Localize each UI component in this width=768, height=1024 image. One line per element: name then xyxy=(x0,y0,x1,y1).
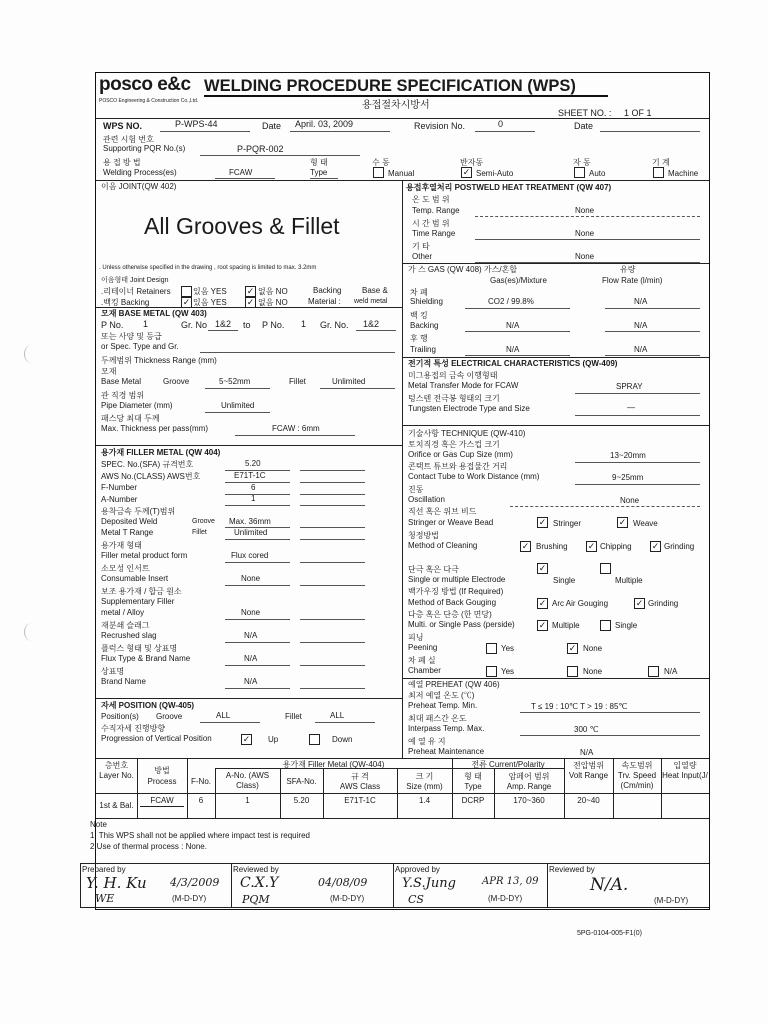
anumber-value: 1 xyxy=(251,494,256,503)
chamber-none-checkbox[interactable] xyxy=(567,666,578,677)
form-code: 5PG-0104-005-F1(0) xyxy=(577,930,642,937)
chamber-label: Chamber xyxy=(408,666,441,675)
backing-no-checkbox[interactable]: ✓ xyxy=(246,297,255,307)
retainers-yes-checkbox[interactable] xyxy=(181,286,192,297)
vertical-kr: 수직자세 진행방향 xyxy=(101,724,166,733)
col-trv: Trv. Speed (Cm/min) xyxy=(617,771,657,790)
machine-label: Machine xyxy=(668,169,699,178)
stringer-checkbox[interactable]: ✓ xyxy=(538,517,547,527)
pwht-temp-label: Temp. Range xyxy=(412,206,460,215)
retainers-yes: 있음 YES xyxy=(193,287,227,296)
deposit-fillet-value: Unlimited xyxy=(234,528,268,537)
pwht-time-value: None xyxy=(575,229,595,238)
date2-label: Date xyxy=(574,121,594,131)
spec-kr: 또는 사양 및 등급 xyxy=(101,332,162,341)
stringer-label: Stringer xyxy=(553,519,582,528)
bg-label: Method of Back Gouging xyxy=(408,598,497,607)
auto-label: Auto xyxy=(589,169,606,178)
chamber-na-checkbox[interactable] xyxy=(648,666,659,677)
pwht-other-value: None xyxy=(575,252,595,261)
pqr-label: Supporting PQR No.(s) xyxy=(103,144,186,153)
deposit-groove-value: Max. 36mm xyxy=(229,517,271,526)
manual-kr: 수 동 xyxy=(372,158,390,167)
trail-kr: 후 행 xyxy=(410,334,428,343)
multiple-pass-label: Multiple xyxy=(552,621,580,630)
thickness-label: 두께범위 Thickness Range (mm) xyxy=(101,356,217,365)
backing-yes-checkbox[interactable]: ✓ xyxy=(182,297,191,307)
single-pass-checkbox[interactable] xyxy=(600,620,611,631)
process-kr: 용 접 방 법 xyxy=(103,158,141,167)
filler-spec-value: 5.20 xyxy=(245,459,261,468)
pwht-other-label: Other xyxy=(412,252,433,261)
osc-value: None xyxy=(620,496,640,505)
gas-flow-kr: 유량 xyxy=(620,265,636,274)
peening-none-checkbox[interactable]: ✓ xyxy=(568,643,577,653)
chipping-label: Chipping xyxy=(600,542,632,551)
brand-value: N/A xyxy=(244,677,258,686)
grinding-checkbox[interactable]: ✓ xyxy=(651,541,660,551)
orifice-value: 13~20mm xyxy=(610,451,646,460)
col-amp-kr: 암페어 범위 xyxy=(508,772,550,781)
col-ano: A-No. (AWS Class) xyxy=(225,771,270,790)
document-title-kr: 용접절차시방서 xyxy=(362,100,430,111)
trail-label: Trailing xyxy=(410,345,436,354)
spec-label: or Spec. Type and Gr. xyxy=(101,342,179,351)
osc-kr: 진동 xyxy=(408,485,424,494)
material-value: weld metal xyxy=(354,298,388,305)
pno2-label: P No. xyxy=(262,320,285,330)
gas-label: 가 스 GAS (QW 408) 가스/혼합 xyxy=(408,265,518,274)
form-value: Flux cored xyxy=(231,551,269,560)
pqr-kr: 관련 시험 번호 xyxy=(103,135,154,144)
prepared-mdy: (M-D-DY) xyxy=(172,894,207,903)
backing-yes: 있음 YES xyxy=(193,298,227,307)
grno2-value: 1&2 xyxy=(363,319,380,329)
position-fillet-value: ALL xyxy=(330,711,345,720)
chipping-checkbox[interactable]: ✓ xyxy=(587,541,596,551)
trail-value: N/A xyxy=(506,345,520,354)
cell-spec: E71T-1C xyxy=(344,796,376,805)
cell-amp: 170~360 xyxy=(513,796,545,805)
osc-label: Oscillation xyxy=(408,495,445,504)
supp-label-2: metal / Alloy xyxy=(101,608,145,617)
anumber-label: A-Number xyxy=(101,495,138,504)
reviewed-mdy: (M-D-DY) xyxy=(330,894,365,903)
flux-value: N/A xyxy=(244,654,258,663)
pwht-other-kr: 기 타 xyxy=(412,242,430,251)
mt-value: SPRAY xyxy=(616,382,643,391)
pipe-kr: 관 직경 범위 xyxy=(101,391,145,400)
col-spec: AWS Class xyxy=(339,782,381,791)
shield-kr: 차 폐 xyxy=(410,288,428,297)
prepared-signature: Y. H. Ku xyxy=(86,874,147,892)
peening-none-label: None xyxy=(583,644,603,653)
pno-value: 1 xyxy=(143,319,149,329)
brushing-checkbox[interactable]: ✓ xyxy=(521,541,530,551)
se-single-label: Single xyxy=(553,576,576,585)
backing-row-label: .백킹 Backing xyxy=(101,298,150,307)
brand-kr: 상표명 xyxy=(101,667,125,676)
prepared-label: Prepared by xyxy=(82,865,126,874)
se-label: Single or multiple Electrode xyxy=(408,575,506,584)
col-process: Process xyxy=(147,777,177,786)
prepared-date: 4/3/2009 xyxy=(170,876,220,889)
interpass-kr: 최대 패스간 온도 xyxy=(408,714,467,723)
position-groove-label: Groove xyxy=(156,712,183,721)
chamber-none-label: None xyxy=(583,667,603,676)
supp-label: Supplementary Filler xyxy=(101,597,175,606)
backing-label: Backing xyxy=(313,286,342,295)
se-multiple-label: Multiple xyxy=(615,576,643,585)
fillet-value: Unlimited xyxy=(332,377,366,386)
mt-kr: 미그용접의 금속 이행형태 xyxy=(408,371,498,380)
flux-label: Flux Type & Brand Name xyxy=(101,654,191,663)
reviewed-date: 04/08/09 xyxy=(318,876,368,889)
auto-checkbox[interactable] xyxy=(574,167,585,178)
pwht-temp-kr: 온 도 범 위 xyxy=(412,195,450,204)
cell-fno: 6 xyxy=(198,796,204,805)
position-groove-value: ALL xyxy=(216,711,231,720)
orifice-label: Orifice or Gas Cup Size (mm) xyxy=(408,450,513,459)
brand-label: Brand Name xyxy=(101,677,146,686)
revision-value: 0 xyxy=(498,119,504,129)
cell-ano: 1 xyxy=(245,796,250,805)
pass-kr: 패스당 최대 두께 xyxy=(101,414,160,423)
cell-size: 1.4 xyxy=(418,796,431,805)
filler-aws-label: AWS No.(CLASS) AWS번호 xyxy=(101,472,201,481)
col-type-kr: 형 태 xyxy=(464,772,482,781)
chamber-kr: 차 폐 실 xyxy=(408,656,436,665)
revision-label: Revision No. xyxy=(414,121,466,131)
company-logo-sub: POSCO Engineering & Construction Co.,Ltd. xyxy=(99,98,199,104)
backing-value: Base & xyxy=(362,286,388,295)
note-1: 1. This WPS shall not be applied where impact test is required xyxy=(90,831,310,840)
se-kr: 단극 혹은 다극 xyxy=(408,565,459,574)
position-fillet-label: Fillet xyxy=(285,712,302,721)
groove-value: 5~52mm xyxy=(219,377,251,386)
tung-value: — xyxy=(627,403,635,412)
note-2: 2.Use of thermal process : None. xyxy=(90,842,207,851)
form-kr: 용가재 형태 xyxy=(101,541,142,550)
deposit-kr: 용착금속 두께(T)범위 xyxy=(101,507,176,516)
slag-kr: 재분쇄 슬래그 xyxy=(101,621,150,630)
reviewed-role: PQM xyxy=(242,893,270,906)
type-kr: 형 태 xyxy=(310,158,328,167)
maint-label: Preheat Maintenance xyxy=(408,747,485,756)
col-current-group: 전류 Current/Polarity xyxy=(471,760,545,769)
col-amp: Amp. Range xyxy=(506,782,552,791)
reviewed2-signature: N/A. xyxy=(590,875,629,895)
sheet-label: SHEET NO. : xyxy=(558,108,612,118)
joints-text: All Grooves & Fillet xyxy=(144,213,340,239)
col-filler-group: 용가재 Filler Metal (QW-404) xyxy=(282,760,385,769)
col-spec-kr: 규 격 xyxy=(351,772,369,781)
fnumber-value: 6 xyxy=(251,483,256,492)
gas-back-value: N/A xyxy=(506,321,520,330)
slag-value: N/A xyxy=(244,631,258,640)
se2-kr: 백가우징 방법 (If Required) xyxy=(408,587,504,596)
pno-label: P No. xyxy=(101,320,124,330)
col-layer: Layer No. xyxy=(99,771,134,780)
electrode-single-checkbox[interactable]: ✓ xyxy=(538,563,547,573)
interpass-label: Interpass Temp. Max. xyxy=(408,724,485,733)
pqr-value: P-PQR-002 xyxy=(237,144,284,154)
shield-value: CO2 / 99.8% xyxy=(488,297,534,306)
technique-label: 기술사항 TECHNIQUE (QW-410) xyxy=(408,429,526,438)
col-sfa: SFA-No. xyxy=(286,777,317,786)
col-type: Type xyxy=(464,782,482,791)
gas-mix-label: Gas(es)/Mixture xyxy=(490,276,547,285)
chamber-na-label: N/A xyxy=(664,667,678,676)
cell-process: FCAW xyxy=(150,796,174,805)
peen-kr: 피닝 xyxy=(408,633,424,642)
peen-label: Peening xyxy=(408,643,438,652)
approved-mdy: (M-D-DY) xyxy=(488,894,523,903)
arc-air-checkbox[interactable]: ✓ xyxy=(538,598,547,608)
ctwd-label: Contact Tube to Work Distance (mm) xyxy=(408,472,540,481)
col-layer-kr: 층번호 xyxy=(104,761,129,770)
base-metal-label: 모재 BASE METAL (QW 403) xyxy=(101,309,207,318)
clean-kr: 청정방법 xyxy=(408,531,439,540)
machine-checkbox[interactable] xyxy=(653,167,664,178)
col-trv-kr: 속도범위 xyxy=(621,761,653,770)
maint-value: N/A xyxy=(580,748,594,757)
manual-label: Manual xyxy=(388,169,415,178)
preheat-min-kr: 최저 예열 온도 (℃) xyxy=(408,691,475,700)
deposit-fillet-label: Fillet xyxy=(192,529,207,536)
semi-auto-label: Semi-Auto xyxy=(476,169,514,178)
backing-no: 없음 NO xyxy=(258,298,288,307)
arc-air-label: Arc Air Gouging xyxy=(552,599,609,608)
peening-yes-checkbox[interactable] xyxy=(486,643,497,654)
auto-kr: 자 동 xyxy=(573,158,591,167)
maint-kr: 예 열 유 지 xyxy=(408,737,446,746)
deposit-range-label: Metal T Range xyxy=(101,528,154,537)
groove-label: Groove xyxy=(163,377,190,386)
single-pass-label: Single xyxy=(615,621,638,630)
position-pos-label: Position(s) xyxy=(101,712,139,721)
weave-checkbox[interactable]: ✓ xyxy=(618,517,627,527)
reviewed-signature: C.X.Y xyxy=(240,875,279,891)
pipe-label: Pipe Diameter (mm) xyxy=(101,401,173,410)
mt-label: Metal Transfer Mode for FCAW xyxy=(408,381,519,390)
sheet-value: 1 OF 1 xyxy=(624,108,652,118)
deposit-label: Deposited Weld xyxy=(101,517,158,526)
slag-label: Recrushed slag xyxy=(101,631,157,640)
semi-auto-checkbox[interactable]: ✓ xyxy=(462,167,471,177)
preheat-min-value: T ≤ 19 : 10℃ T > 19 : 85℃ xyxy=(531,702,628,711)
shield-label: Shielding xyxy=(410,297,443,306)
gas-flow-label: Flow Rate (l/min) xyxy=(602,276,663,285)
joint-design: 이음형태 Joint Design xyxy=(101,277,169,284)
peening-yes-label: Yes xyxy=(501,644,515,653)
punch-hole xyxy=(24,345,39,363)
manual-checkbox[interactable] xyxy=(373,167,384,178)
deposit-groove-label: Groove xyxy=(192,518,215,525)
approved-label: Approved by xyxy=(395,865,440,874)
down-label: Down xyxy=(332,735,353,744)
tung-kr: 텅스텐 전극봉 형태의 크기 xyxy=(408,394,500,403)
approved-role: CS xyxy=(408,893,424,906)
down-checkbox[interactable] xyxy=(309,734,320,745)
pno2-value: 1 xyxy=(301,319,307,329)
fillet-label: Fillet xyxy=(289,377,306,386)
pwht-time-label: Time Range xyxy=(412,229,456,238)
col-size: Size (mm) xyxy=(406,782,443,791)
bg-grinding-label: Grinding xyxy=(648,599,679,608)
up-checkbox[interactable]: ✓ xyxy=(242,734,251,744)
wps-no-label: WPS NO. xyxy=(103,121,143,131)
basemetal-label: Base Metal xyxy=(101,377,142,386)
preheat-label: 예열 PREHEAT (QW 406) xyxy=(408,680,500,689)
gas-back-kr: 백 킹 xyxy=(410,311,428,320)
machine-kr: 기 계 xyxy=(652,158,670,167)
mp-kr: 다층 혹은 단층 (한 면당) xyxy=(408,610,492,619)
filler-aws-value: E71T-1C xyxy=(234,471,266,480)
pwht-time-kr: 시 간 범 위 xyxy=(412,219,450,228)
grno-value: 1&2 xyxy=(215,319,232,329)
column-divider xyxy=(402,180,403,698)
pass-label: Max. Thickness per pass(mm) xyxy=(101,424,208,433)
cell-sfa: 5.20 xyxy=(293,796,310,805)
col-heat: Heat Input(J/ xyxy=(662,771,708,780)
reviewed2-mdy: (M-D-DY) xyxy=(654,896,689,905)
brushing-label: Brushing xyxy=(536,542,568,551)
grno-label: Gr. No xyxy=(181,320,208,330)
retainers-no: 없음 NO xyxy=(258,287,288,296)
position-label: 자세 POSITION (QW-405) xyxy=(101,701,195,710)
approved-date: APR 13, 09 xyxy=(482,876,539,887)
material-label: Material : xyxy=(308,297,341,306)
col-fno: F-No. xyxy=(191,777,211,786)
col-volt: Volt Range xyxy=(568,771,609,780)
filler-label: 용가재 FILLER METAL (QW 404) xyxy=(101,448,221,457)
insert-kr: 소모성 인서트 xyxy=(101,564,150,573)
pwht-label: 용접후열처리 POSTWELD HEAT TREATMENT (QW 407) xyxy=(406,183,612,192)
date-label: Date xyxy=(262,121,282,131)
grinding-label: Grinding xyxy=(664,542,695,551)
pwht-temp-value: None xyxy=(575,206,595,215)
vertical-label: Progression of Vertical Position xyxy=(101,734,212,743)
chamber-yes-checkbox[interactable] xyxy=(486,666,497,677)
supp-kr: 보조 용가재 / 합금 원소 xyxy=(101,587,182,596)
supp-value: None xyxy=(241,608,261,617)
reviewed-label: Reviewed by xyxy=(233,865,279,874)
gas-back-label: Backing xyxy=(410,321,439,330)
col-volt-kr: 전압범위 xyxy=(573,761,604,770)
note-label: Note xyxy=(90,820,107,829)
pipe-value: Unlimited xyxy=(221,401,255,410)
cell-layer: 1st & Bal. xyxy=(99,801,134,810)
sw-kr: 직선 혹은 위브 비드 xyxy=(408,507,477,516)
shield-flow: N/A xyxy=(634,297,648,306)
gas-back-flow: N/A xyxy=(634,321,648,330)
col-heat-kr: 입열량 xyxy=(673,761,697,770)
weave-label: Weave xyxy=(633,519,658,528)
retainers-no-checkbox[interactable]: ✓ xyxy=(246,286,255,296)
orifice-kr: 토치직경 혹은 가스컵 크기 xyxy=(408,440,500,449)
punch-hole xyxy=(24,623,39,641)
insert-value: None xyxy=(241,574,261,583)
up-label: Up xyxy=(268,735,279,744)
mojae-label: 모재 xyxy=(101,367,117,376)
wps-no-value: P-WPS-44 xyxy=(175,119,218,129)
prepared-role: WE xyxy=(95,892,115,905)
clean-label: Method of Cleaning xyxy=(408,541,478,550)
date-value: April. 03, 2009 xyxy=(295,119,354,129)
retainers-label: .리테이너 Retainers xyxy=(101,287,171,296)
pass-value: FCAW : 6mm xyxy=(272,424,320,433)
electrical-label: 전기적 특성 ELECTRICAL CHARACTERISTICS (QW-409) xyxy=(408,359,618,368)
document-title: WELDING PROCEDURE SPECIFICATION (WPS) xyxy=(204,77,576,95)
reviewed2-label: Reviewed by xyxy=(549,865,595,874)
tung-label: Tungsten Electrode Type and Size xyxy=(408,404,530,413)
preheat-min-label: Preheat Temp. Min. xyxy=(408,701,478,710)
filler-spec-label: SPEC. No.(SFA) 규격번호 xyxy=(101,460,194,469)
company-logo: posco e&c xyxy=(99,74,191,95)
bg-grinding-checkbox[interactable]: ✓ xyxy=(635,598,644,608)
interpass-value: 300 ℃ xyxy=(574,725,599,734)
approved-signature: Y.S.Jung xyxy=(402,876,456,891)
grno2-label: Gr. No. xyxy=(320,320,349,330)
sw-label: Stringer or Weave Bead xyxy=(408,518,494,527)
multiple-pass-checkbox[interactable]: ✓ xyxy=(538,620,547,630)
mp-label: Multi. or Single Pass (perside) xyxy=(408,620,515,629)
process-value: FCAW xyxy=(229,168,253,177)
process-label: Welding Process(es) xyxy=(103,168,177,177)
fnumber-label: F-Number xyxy=(101,483,138,492)
col-process-kr: 방법 xyxy=(154,766,170,775)
cell-volt: 20~40 xyxy=(577,796,600,805)
trail-flow: N/A xyxy=(634,345,648,354)
cell-type: DCRP xyxy=(461,796,485,805)
ctwd-value: 9~25mm xyxy=(612,473,644,482)
to-label: to xyxy=(243,320,251,330)
form-label: Filler metal product form xyxy=(101,551,188,560)
insert-label: Consumable Insert xyxy=(101,574,169,583)
type-label: Type xyxy=(310,168,328,177)
col-size-kr: 크 기 xyxy=(415,772,434,781)
semi-kr: 반자동 xyxy=(460,158,484,167)
joints-label: 이음 JOINT(QW 402) xyxy=(101,182,177,191)
joints-note: . Unless otherwise specified in the drawing , root spacing is limited to max. 3.2mm xyxy=(99,265,317,271)
ctwd-kr: 콘택트 튜브와 용접물간 거리 xyxy=(408,462,508,471)
electrode-multiple-checkbox[interactable] xyxy=(600,563,611,574)
chamber-yes-label: Yes xyxy=(501,667,515,676)
flux-kr: 플럭스 형태 및 상표명 xyxy=(101,644,178,653)
